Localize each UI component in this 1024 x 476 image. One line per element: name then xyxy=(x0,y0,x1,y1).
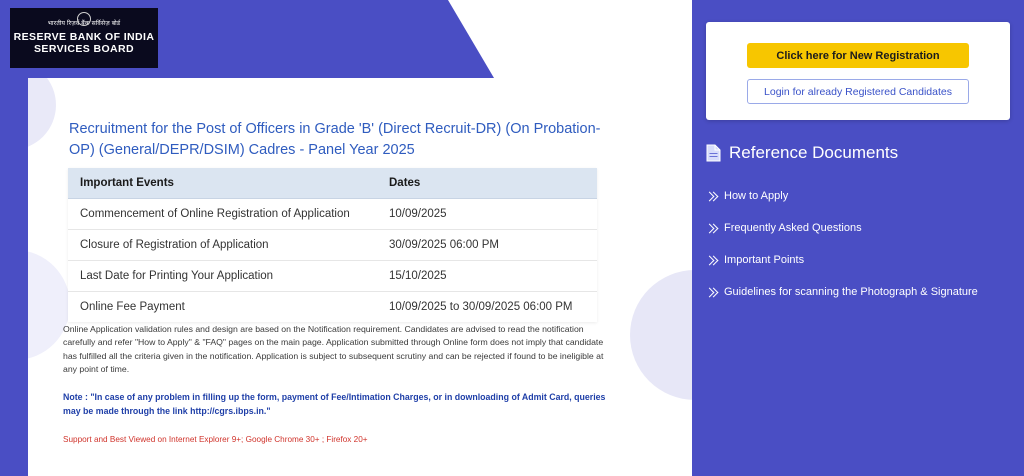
column-header-dates: Dates xyxy=(377,168,597,199)
event-date: 10/09/2025 to 30/09/2025 06:00 PM xyxy=(377,292,597,323)
page-title: Recruitment for the Post of Officers in Grade 'B' (Direct Recruit-DR) (On Probation-OP) (General/DEPR/DSIM) Cadres - Panel Year 2025 xyxy=(69,121,601,159)
reference-documents-list xyxy=(706,180,1006,308)
table-row xyxy=(68,292,597,323)
event-name: Online Fee Payment xyxy=(68,292,377,323)
reference-link-faq[interactable] xyxy=(706,212,1006,244)
table-row xyxy=(68,261,597,292)
chevron-right-icon xyxy=(706,192,715,201)
reference-link-label: Guidelines for scanning the Photograph & Signature xyxy=(724,286,978,298)
validation-note: Online Application validation rules and design are based on the Notification requirement. Candidates are advised to read the notification carefully and refer "How to Apply" & "FAQ" pages on the main page. Application submitted through Online form does not imply that candidate has fulfilled all the criteria given in the notification. Application is subject to subsequent scrutiny and can be rejected if found to be ineligible at any point of time. xyxy=(63,324,604,375)
event-date: 30/09/2025 06:00 PM xyxy=(377,230,597,261)
reference-documents-title: Reference Documents xyxy=(729,143,899,162)
logo-line-2: SERVICES BOARD xyxy=(34,43,134,56)
logo-hindi-text: भारतीय रिज़र्व बैंक सर्विसेज़ बोर्ड xyxy=(47,20,121,27)
notes-section xyxy=(63,323,608,446)
registered-candidate-login-button[interactable]: Login for already Registered Candidates xyxy=(747,79,969,104)
reference-link-label: Important Points xyxy=(724,254,805,266)
main-content xyxy=(0,78,692,476)
column-header-events: Important Events xyxy=(68,168,377,199)
important-events-table xyxy=(68,168,597,322)
chevron-right-icon xyxy=(706,224,715,233)
event-date: 10/09/2025 xyxy=(377,199,597,230)
rbi-services-board-logo xyxy=(10,8,158,68)
event-name: Closure of Registration of Application xyxy=(68,230,377,261)
table-row xyxy=(68,199,597,230)
chevron-right-icon xyxy=(706,288,715,297)
event-name: Last Date for Printing Your Application xyxy=(68,261,377,292)
reference-documents-header xyxy=(706,143,898,163)
rbi-emblem-icon xyxy=(77,12,91,26)
table-row xyxy=(68,230,597,261)
browser-support-note: Support and Best Viewed on Internet Explorer 9+; Google Chrome 30+ ; Firefox 20+ xyxy=(63,435,368,445)
event-name: Commencement of Online Registration of Application xyxy=(68,199,377,230)
reference-link-scanning-guidelines[interactable] xyxy=(706,276,1006,308)
event-date: 15/10/2025 xyxy=(377,261,597,292)
table-header-row xyxy=(68,168,597,199)
reference-link-how-to-apply[interactable] xyxy=(706,180,1006,212)
reference-link-important-points[interactable] xyxy=(706,244,1006,276)
document-icon xyxy=(706,144,721,162)
chevron-right-icon xyxy=(706,256,715,265)
logo-line-1: RESERVE BANK OF INDIA xyxy=(13,31,155,44)
registration-card xyxy=(706,22,1010,120)
new-registration-button[interactable]: Click here for New Registration xyxy=(747,43,969,68)
right-sidebar xyxy=(692,0,1024,476)
reference-link-label: How to Apply xyxy=(724,190,789,202)
reference-link-label: Frequently Asked Questions xyxy=(724,222,862,234)
support-note: Note : "In case of any problem in filling up the form, payment of Fee/Intimation Charges, or in downloading of Admit Card, queries may be made through the link http://cgrs.ibps.in." xyxy=(63,391,606,416)
